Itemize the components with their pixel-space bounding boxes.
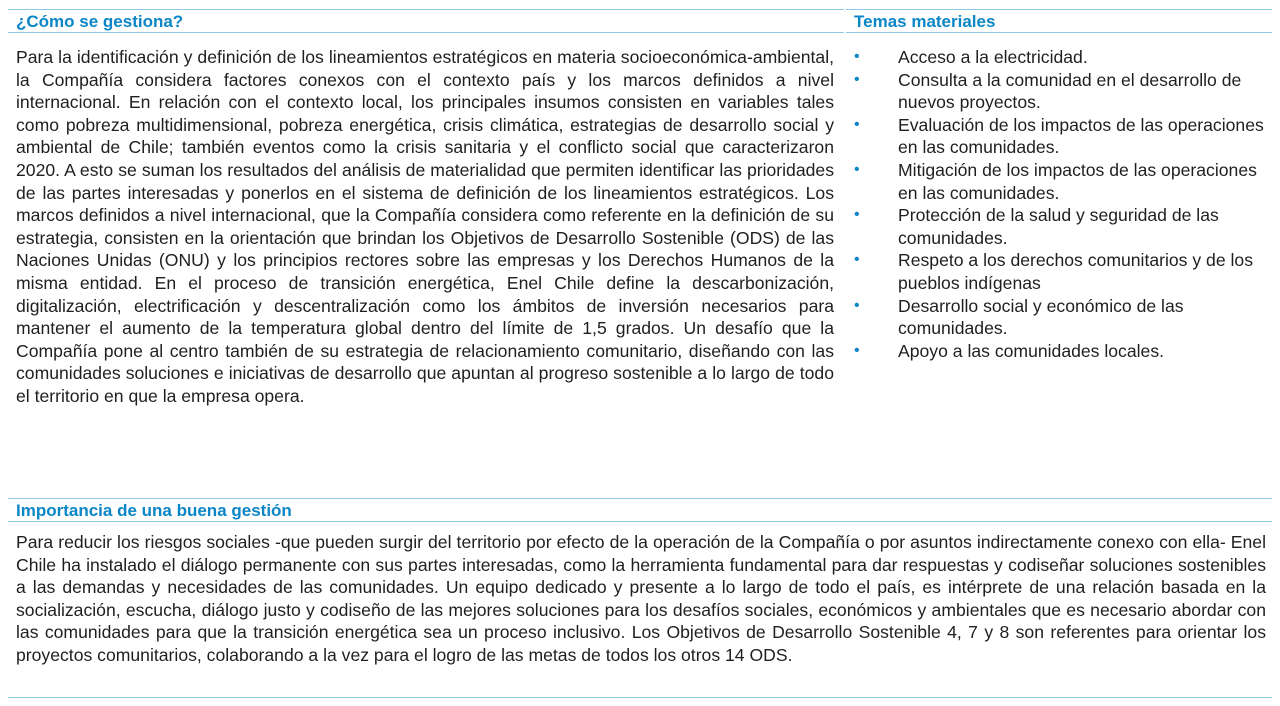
importancia-text: Para reducir los riesgos sociales -que pueden surgir del territorio por efecto de la operación de la Compañía o por asuntos indirectamente conexo con ella- Enel Chile ha instalado el diálogo permanente con sus partes interesadas, como la herramienta fundamental para dar respuestas y codiseñar soluciones sostenibles a las demandas y necesidades de las comunidades. Un equipo dedicado y presente a lo largo de todo el país, es intérprete de una relación basada en la socialización, escucha, diálogo justo y codiseño de las mejores soluciones para los desafíos sociales, económicos y ambientales que es necesario abordar con las comunidades para que la transición energética sea un proceso inclusivo. Los Objetivos de Desarrollo Sostenible 4, 7 y 8 son referentes para orientar los proyectos comunitarios, colaborando a la vez para el logro de las metas de todos los otros 14 ODS. [16,532,1266,665]
list-item-label: Evaluación de los impactos de las operaciones en las comunidades. [898,114,1264,158]
list-item [850,46,1268,69]
bullet-icon: • [854,296,860,314]
bullet-icon: • [854,48,860,65]
bullet-icon: • [854,160,860,178]
list-item-label: Protección de la salud y seguridad de las comunidades. [898,205,1219,248]
list-item [850,204,1268,249]
list-item [850,114,1268,159]
section-title-como-gestiona: ¿Cómo se gestiona? [8,9,844,33]
list-item [850,295,1268,340]
list-item-label: Apoyo a las comunidades locales. [898,340,1165,361]
list-item [850,69,1268,114]
bottom-divider [8,697,1272,698]
list-item [850,249,1268,294]
bullet-icon: • [854,251,860,269]
bullet-icon: • [854,341,860,359]
section-title-temas-materiales: Temas materiales [846,9,1272,33]
list-item-label: Acceso a la electricidad. [898,47,1088,67]
list-item-label: Desarrollo social y económico de las comunidades. [898,295,1184,339]
section-title-importancia: Importancia de una buena gestión [8,498,1272,522]
list-item [850,340,1268,363]
bullet-icon: • [854,70,860,88]
list-item [850,159,1268,204]
list-item-label: Consulta a la comunidad en el desarrollo de nuevos proyectos. [898,69,1242,113]
list-item-label: Respeto a los derechos comunitarios y de los pueblos indígenas [898,250,1253,293]
temas-materiales-list [850,46,1268,362]
bullet-icon: • [854,115,860,133]
bullet-icon: • [854,206,860,224]
list-item-label: Mitigación de los impactos de las operaciones en las comunidades. [898,159,1257,203]
como-gestiona-text: Para la identificación y definición de los lineamientos estratégicos en materia socioeconómica-ambiental, la Compañía considera factores conexos con el contexto país y los marcos definidos a nivel internacional. En relación con el contexto local, los principales insumos consisten en variables tales como pobreza multidimensional, pobreza energética, crisis climática, estrategias de desarrollo social y ambiental de Chile; también eventos como la crisis sanitaria y el conflicto social que caracterizaron 2020. A esto se suman los resultados del análisis de materialidad que permiten identificar las prioridades de las partes interesadas y ponerlos en el sistema de definición de los lineamientos estratégicos. Los marcos definidos a nivel internacional, que la Compañía considera como referente en la definición de su estrategia, consisten en la orientación que brindan los Objetivos de Desarrollo Sostenible (ODS) de las Naciones Unidas (ONU) y los principios rectores sobre las empresas y los Derechos Humanos de la misma entidad. En el proceso de transición energética, Enel Chile define la descarbonización, digitalización, electrificación y descentralización como los ámbitos de inversión necesarios para mantener el aumento de la temperatura global dentro del límite de 1,5 grados. Un desafío que la Compañía pone al centro también de su estrategia de relacionamiento comunitario, diseñando con las comunidades soluciones e iniciativas de desarrollo que apuntan al progreso sostenible a lo largo de todo el territorio en que la empresa opera. [16,47,834,406]
